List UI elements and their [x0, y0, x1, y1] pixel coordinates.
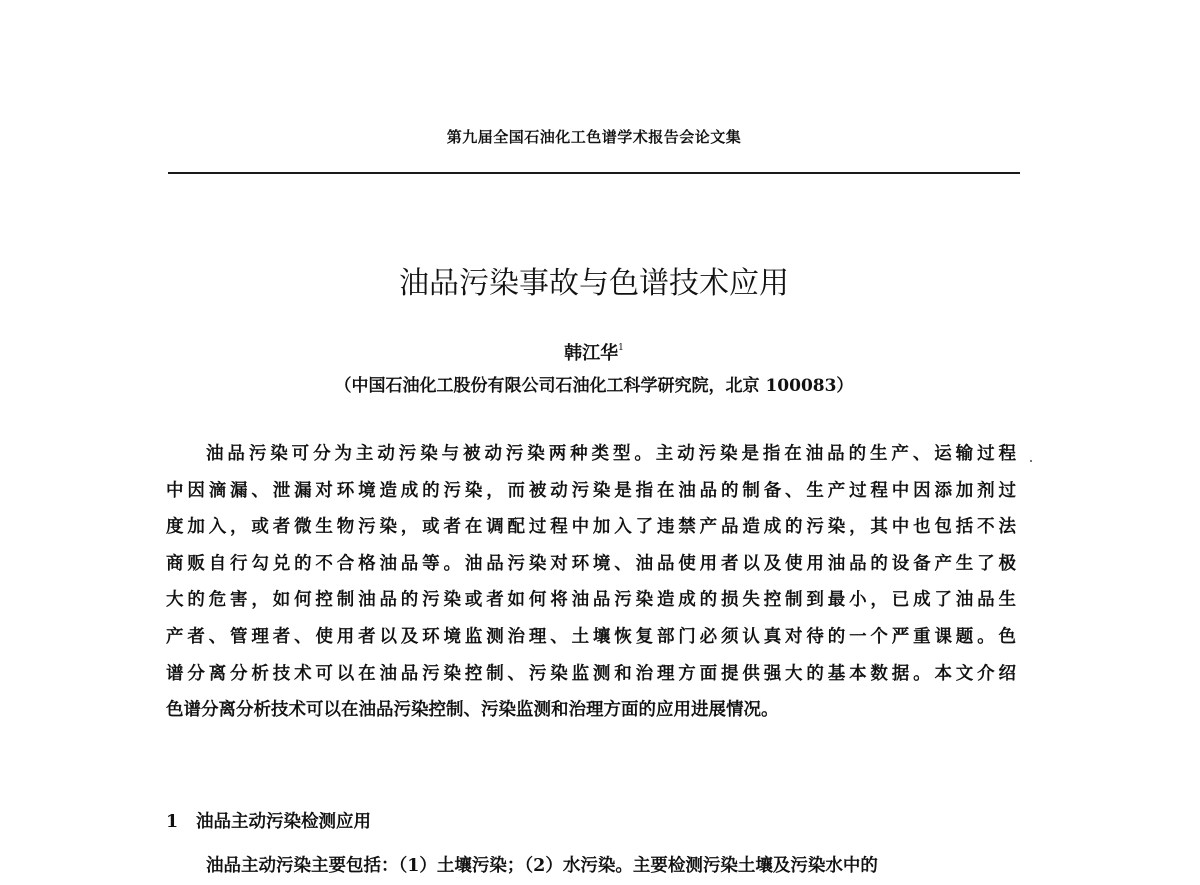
section-heading [166, 806, 371, 838]
affiliation: （中国石油化工股份有限公司石油化工科学研究院，北京 100083） [334, 376, 854, 396]
paragraph-line: 谱分离分析技术可以在油品污染控制、污染监测和治理方面提供强大的基本数据。本文介绍 [166, 663, 1016, 684]
paragraph-line: 度加入，或者微生物污染，或者在调配过程中加入了违禁产品造成的污染，其中也包括不法 [166, 517, 1016, 538]
author-affiliation-mark: 1 [618, 343, 624, 353]
paragraph-line: 油品主动污染主要包括：（1）土壤污染；（2）水污染。主要检测污染土壤及污染水中的 [206, 856, 878, 876]
paragraph-line: 色谱分离分析技术可以在油品污染控制、污染监测和治理方面的应用进展情况。 [166, 700, 779, 721]
paragraph-line: 商贩自行勾兑的不合格油品等。油品污染对环境、油品使用者以及使用油品的设备产生了极 [166, 553, 1016, 574]
header-rule [168, 172, 1020, 174]
abstract-paragraph [166, 436, 1016, 729]
scan-speck [1030, 460, 1032, 462]
paragraph-line: 产者、管理者、使用者以及环境监测治理、土壤恢复部门必须认真对待的一个严重课题。色 [166, 626, 1016, 647]
paper-title: 油品污染事故与色谱技术应用 [399, 266, 789, 301]
author-line [168, 342, 1020, 366]
paragraph-line: 大的危害，如何控制油品的污染或者如何将油品污染造成的损失控制到最小，已成了油品生 [166, 590, 1016, 611]
paragraph-line: 油品污染可分为主动污染与被动污染两种类型。主动污染是指在油品的生产、运输过程 [206, 444, 1016, 464]
running-header: 第九届全国石油化工色谱学术报告会论文集 [446, 128, 742, 146]
section-number: 1 [166, 812, 179, 832]
section-title: 油品主动污染检测应用 [196, 812, 371, 832]
paragraph-line: 中因滴漏、泄漏对环境造成的污染，而被动污染是指在油品的制备、生产过程中因添加剂过 [166, 480, 1016, 501]
author-name: 韩江华 [564, 343, 619, 364]
